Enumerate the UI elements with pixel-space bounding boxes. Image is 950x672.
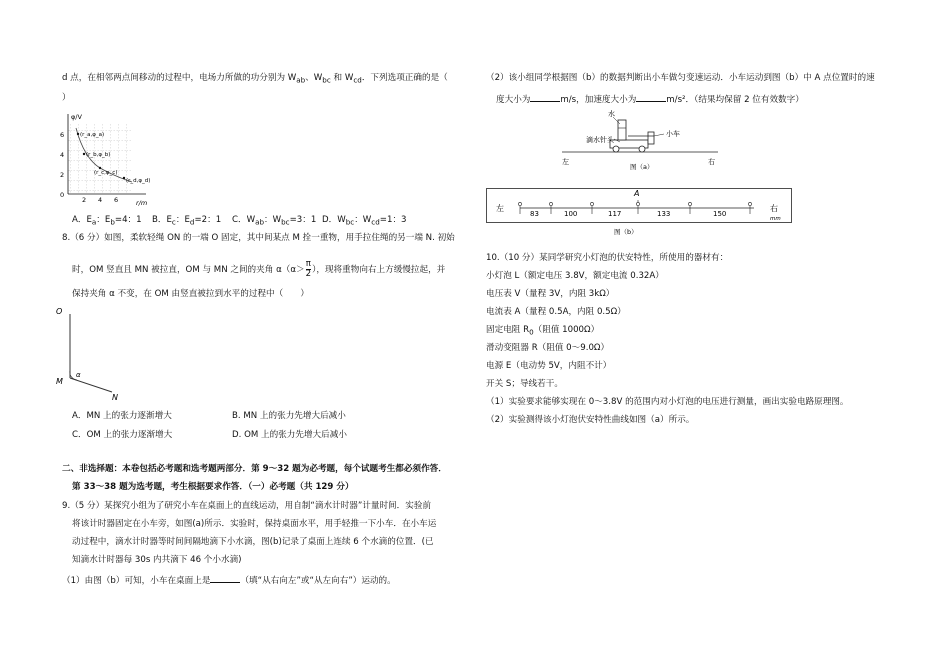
figure-a-caption: 图（a） — [630, 163, 654, 171]
q10-line4: 电流表 A（量程 0.5A，内阻 0.5Ω） — [486, 307, 626, 317]
point-d — [123, 177, 125, 179]
pi-numerator: π — [305, 259, 311, 269]
q7-option-d: D．$W_{bc}$：$W_{cd}=1$：3 — [322, 215, 407, 227]
q10-line3: 电压表 V（量程 3V，内阻 3kΩ） — [486, 289, 615, 299]
distance-3: 117 — [608, 210, 622, 218]
q8-option-b: B. MN 上的张力先增大后减小 — [232, 411, 346, 421]
q10-part1: （1）实验要求能够实现在 0～3.8V 的范围内对小灯泡的电压进行测量，画出实验电路原理图。 — [486, 397, 849, 407]
ytick-2: 2 — [60, 171, 65, 179]
point-b-label: (r_b,φ_b) — [86, 152, 111, 158]
ytick-0: 0 — [60, 191, 65, 199]
q8-option-c: C．OM 上的张力逐渐增大 — [72, 430, 173, 440]
label-o: O — [56, 307, 63, 316]
section2-heading-line1: 二、非选择题：本卷包括必考题和选考题两部分．第 9～32 题为必考题，每个试题考生都必须作答． — [62, 464, 447, 474]
q8-option-a: A．MN 上的张力逐渐增大 — [72, 411, 172, 421]
point-b — [83, 153, 85, 155]
graph-xlabel: r/m — [136, 199, 148, 207]
distance-4: 133 — [657, 210, 671, 218]
figure-b-unit: mm — [770, 216, 781, 222]
xtick-2: 2 — [82, 196, 87, 204]
distance-5: 150 — [713, 210, 727, 218]
point-a-label: (r_a,φ_a) — [80, 132, 105, 138]
label-alpha: α — [76, 371, 81, 379]
q7-continuation-line1: d 点，在相邻两点间移动的过程中，电场力所做的功分别为 $W_{ab}$、$W_{bc}$ 和 $W_{cd}$．下列选项正确的是（ — [62, 73, 448, 85]
q9-acceleration-blank[interactable] — [636, 92, 666, 102]
label-left: 左 — [562, 158, 569, 166]
distance-2: 100 — [564, 210, 578, 218]
q9-line2: 将该计时器固定在小车旁，如图(a)所示．实验时，保持桌面水平，用手轻推一下小车．在小车运 — [72, 519, 437, 529]
q8-line2: 时，OM 竖直且 MN 被拉直，OM 与 MN 之间的夹角 α（α＞ $\frac{\pi}{2}$ ），现将重物向右上方缓慢拉起，并 — [72, 259, 446, 279]
point-c-label: (r_c,φ_c) — [94, 170, 118, 176]
label-m: M — [56, 377, 63, 386]
rope-figure — [54, 302, 144, 402]
q8-option-d: D. OM 上的张力先增大后减小 — [232, 430, 347, 440]
q10-line6: 滑动变阻器 R（阻值 0～9.0Ω） — [486, 343, 610, 353]
q10-part2: （2）实验测得该小灯泡伏安特性曲线如图（a）所示。 — [486, 415, 695, 425]
label-right: 右 — [708, 158, 715, 166]
point-a-label: A — [634, 189, 640, 198]
q7-option-a: A．$E_a$：$E_b=4$：1 — [72, 215, 142, 227]
figure-b-right: 右 — [770, 204, 778, 213]
q9-line3: 动过程中，滴水计时器等时间间隔地滴下小水滴，图(b)记录了桌面上连续 6 个水滴的位置．(已 — [72, 537, 434, 547]
figure-b-caption: 图（b） — [614, 228, 638, 236]
figure-a-cart — [558, 106, 728, 172]
q9-part2-line2: 度大小为 m/s，加速度大小为 m/s²．（结果均保留 2 位有效数字） — [496, 92, 804, 106]
q10-line8: 开关 S；导线若干。 — [486, 379, 563, 389]
label-dropper: 滴水针头 — [586, 136, 614, 144]
q10-line1: 10.（10 分）某同学研究小灯泡的伏安特性，所使用的器材有： — [486, 253, 729, 263]
q9-speed-blank[interactable] — [530, 92, 560, 102]
xtick-6: 6 — [114, 196, 119, 204]
wheel-left — [613, 146, 619, 152]
q10-line2: 小灯泡 L（额定电压 3.8V，额定电流 0.32A） — [486, 271, 664, 281]
label-water: 水 — [608, 110, 615, 118]
q8-line1: 8.（6 分）如图，柔软轻绳 ON 的一端 O 固定，其中间某点 M 拴一重物，用手拉住绳的另一端 N. 初始 — [62, 233, 455, 243]
q7-option-c: C．$W_{ab}$：$W_{bc}=3$：1 — [232, 215, 317, 227]
label-cart: 小车 — [666, 130, 680, 138]
point-a — [77, 133, 79, 135]
q9-part2-line1: （2）该小组同学根据图（b）的数据判断出小车做匀变速运动．小车运动到图（b）中 A 点位置时的速 — [486, 73, 875, 83]
q9-line1: 9.（5 分）某探究小组为了研究小车在桌面上的直线运动，用自制“滴水计时器”计量时间．实验前 — [62, 501, 432, 511]
ytick-6: 6 — [60, 131, 65, 139]
q9-part1-answer-blank[interactable] — [210, 573, 240, 583]
q8-line3: 保持夹角 α 不变，在 OM 由竖直被拉到水平的过程中（ ） — [72, 289, 310, 299]
q9-part1: （1）由图（b）可知，小车在桌面上是 （填“从右向左”或“从左向右”）运动的。 — [62, 573, 396, 587]
phi-r-graph — [54, 110, 164, 210]
point-c — [99, 167, 101, 169]
label-n: N — [112, 393, 118, 402]
q7-continuation-line2: ） — [62, 93, 71, 103]
ytick-4: 4 — [60, 151, 65, 159]
q9-line4: 知滴水计时器每 30s 内共滴下 46 个小水滴) — [72, 555, 242, 565]
figure-b-left: 左 — [496, 204, 504, 213]
cart-pointer — [654, 134, 664, 136]
wheel-right — [639, 146, 645, 152]
q7-option-b: B．$E_c$：$E_d=2$：1 — [152, 215, 222, 227]
cart-handle — [648, 132, 654, 144]
pi-denominator: 2 — [305, 269, 312, 279]
figure-b-drops — [486, 184, 796, 236]
point-d-label: (r_d,φ_d) — [126, 178, 151, 184]
graph-ylabel: φ/V — [71, 113, 82, 121]
q10-line7: 电源 E（电动势 5V，内阻不计） — [486, 361, 612, 371]
section2-heading-line2: 第 33～38 题为选考题，考生根据要求作答．（一）必考题（共 129 分） — [72, 482, 354, 492]
xtick-4: 4 — [98, 196, 103, 204]
q10-line5: 固定电阻 $R_0$（阻值 1000Ω） — [486, 325, 600, 337]
distance-1: 83 — [530, 210, 539, 218]
